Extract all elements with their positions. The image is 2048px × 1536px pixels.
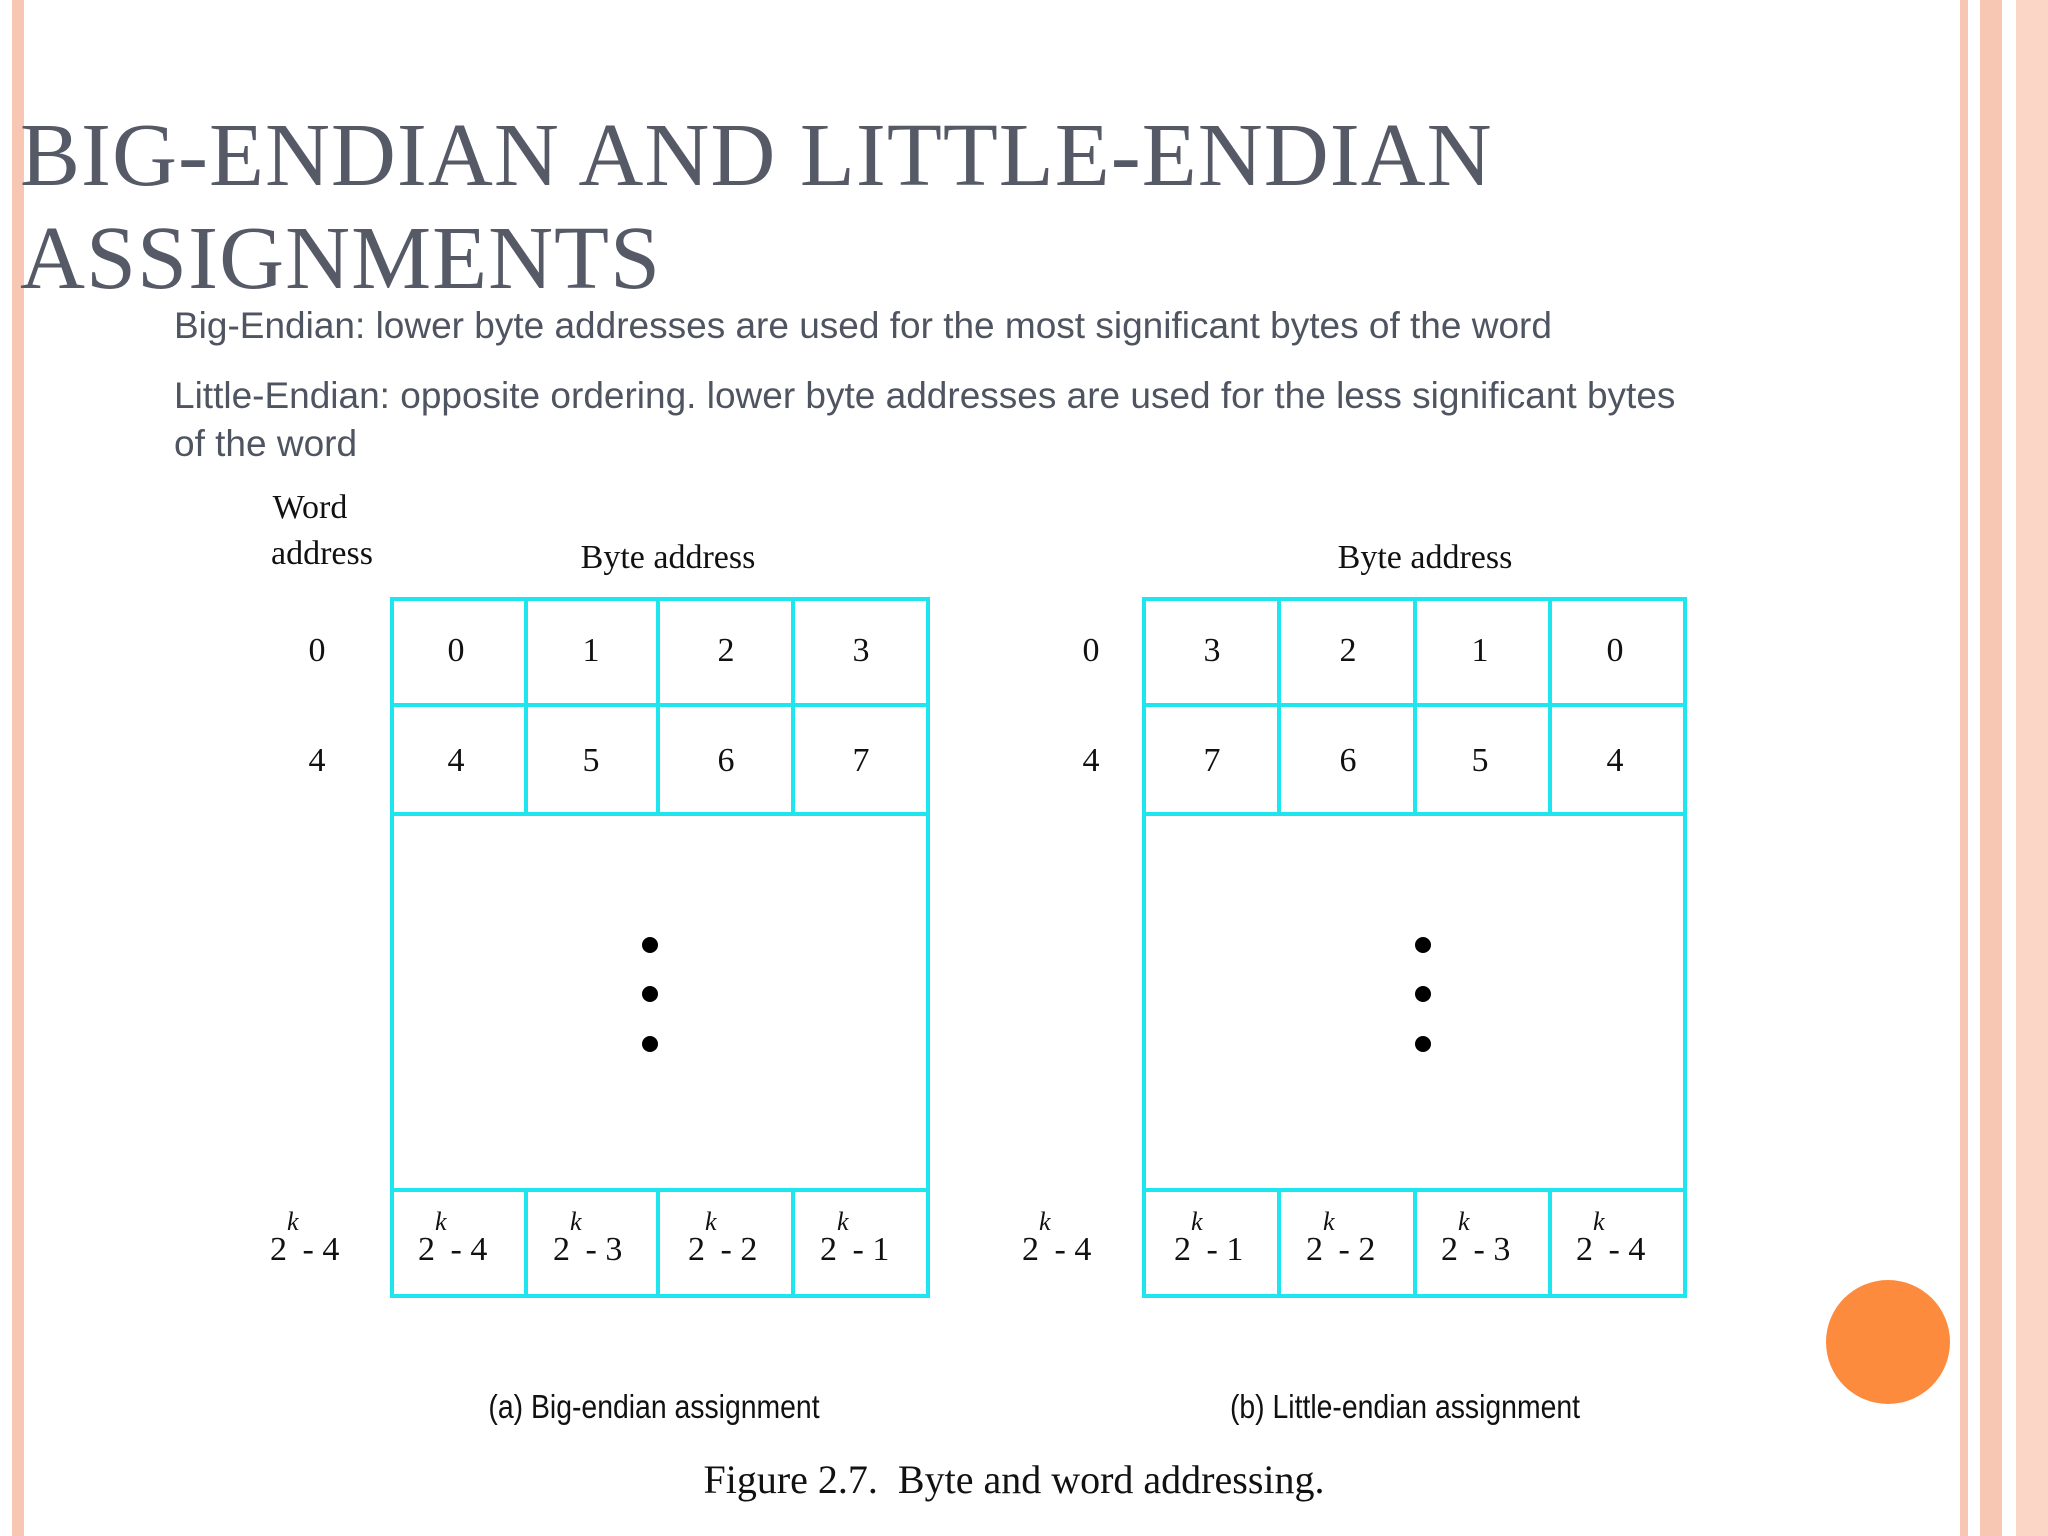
- be-last-cell-3: 2$^k$- 1: [820, 1207, 890, 1268]
- ellipsis-right: [1415, 937, 1431, 1052]
- le-cell-0-2: 1: [1471, 632, 1489, 669]
- be-cell-1-1: 5: [582, 742, 600, 779]
- byte-address-header-left: Byte address: [580, 539, 756, 576]
- le-cell-1-3: 4: [1606, 742, 1624, 779]
- figure-caption: Figure 2.7. Byte and word addressing.: [703, 1457, 1325, 1502]
- le-cell-0-3: 0: [1606, 632, 1624, 669]
- big-endian-grid: [392, 599, 928, 1296]
- word-address-last-left: 2$^k$- 4: [270, 1207, 340, 1268]
- ellipsis-left: [642, 937, 658, 1052]
- le-last-cell-2: 2$^k$- 3: [1441, 1207, 1511, 1268]
- word-address-0-left: 0: [308, 632, 326, 669]
- le-cell-0-0: 3: [1203, 632, 1221, 669]
- le-cell-1-2: 5: [1471, 742, 1489, 779]
- slide-title: BIG-ENDIAN AND LITTLE-ENDIAN ASSIGNMENTS: [20, 106, 1493, 308]
- word-address-header-line1: Word: [272, 489, 348, 526]
- word-address-last-right: 2$^k$- 4: [1022, 1207, 1092, 1268]
- le-cell-0-1: 2: [1339, 632, 1357, 669]
- caption-little-endian: (b) Little-endian assignment: [1229, 1387, 1581, 1426]
- be-cell-1-0: 4: [447, 742, 465, 779]
- word-address-4-right: 4: [1082, 742, 1100, 779]
- word-address-header-line2: address: [271, 535, 373, 572]
- ellipsis-dot: [642, 1036, 658, 1052]
- le-cell-1-0: 7: [1203, 742, 1221, 779]
- word-address-0-right: 0: [1082, 632, 1100, 669]
- bullet-little-endian: Little-Endian: opposite ordering. lower byte addresses are used for the less significant bytes of the word: [174, 375, 1676, 464]
- be-cell-1-2: 6: [717, 742, 735, 779]
- le-cell-1-1: 6: [1339, 742, 1357, 779]
- byte-address-header-right: Byte address: [1337, 539, 1513, 576]
- little-endian-grid: [1144, 599, 1685, 1296]
- be-cell-0-2: 2: [717, 632, 735, 669]
- le-last-cell-0: 2$^k$- 1: [1174, 1207, 1244, 1268]
- be-cell-0-3: 3: [852, 632, 870, 669]
- ellipsis-dot: [1415, 1036, 1431, 1052]
- caption-big-endian: (a) Big-endian assignment: [488, 1387, 820, 1426]
- ellipsis-dot: [642, 937, 658, 953]
- be-last-cell-2: 2$^k$- 2: [688, 1207, 758, 1268]
- be-last-cell-0: 2$^k$- 4: [418, 1207, 488, 1268]
- be-cell-0-1: 1: [582, 632, 600, 669]
- be-cell-0-0: 0: [447, 632, 465, 669]
- le-last-cell-3: 2$^k$- 4: [1576, 1207, 1646, 1268]
- ellipsis-dot: [642, 986, 658, 1002]
- word-address-4-left: 4: [308, 742, 326, 779]
- decorative-orange-circle: [1826, 1280, 1950, 1404]
- ellipsis-dot: [1415, 937, 1431, 953]
- be-cell-1-3: 7: [852, 742, 870, 779]
- be-last-cell-1: 2$^k$- 3: [553, 1207, 623, 1268]
- le-last-cell-1: 2$^k$- 2: [1306, 1207, 1376, 1268]
- ellipsis-dot: [1415, 986, 1431, 1002]
- bullet-big-endian: Big-Endian: lower byte addresses are used for the most significant bytes of the word: [174, 305, 1552, 346]
